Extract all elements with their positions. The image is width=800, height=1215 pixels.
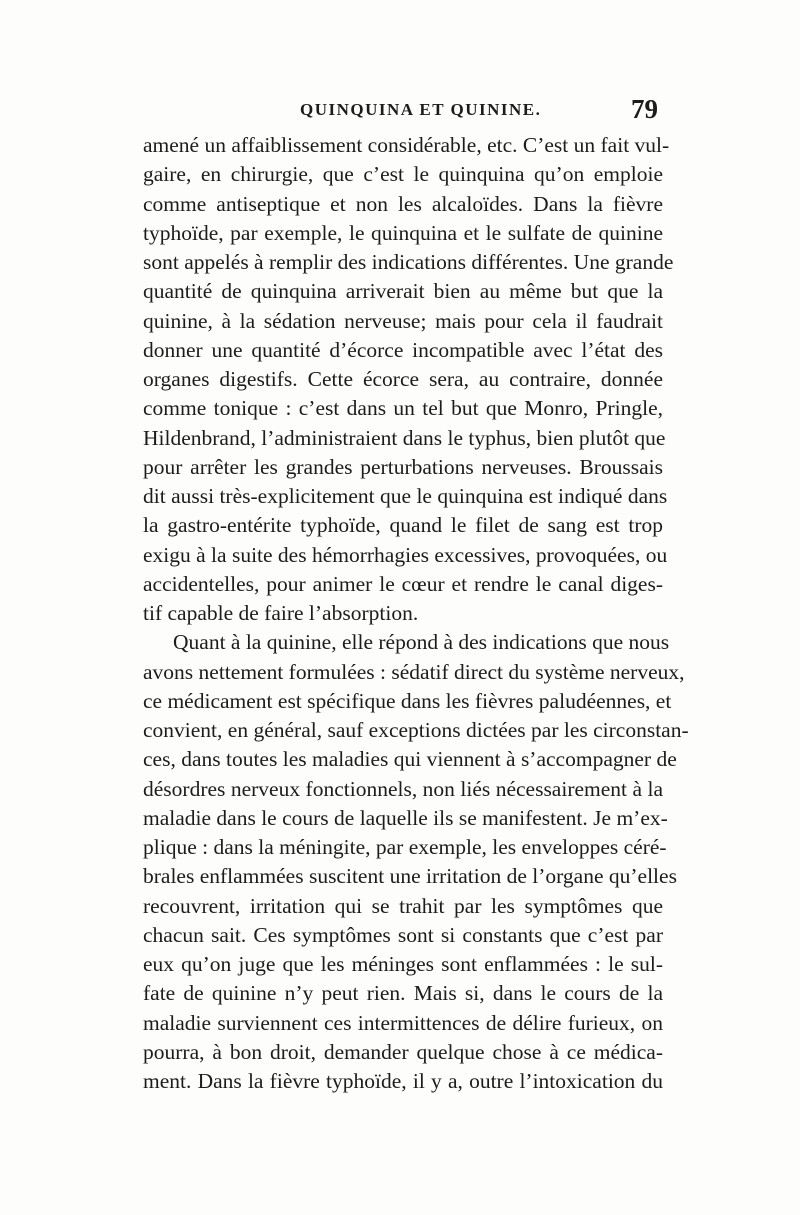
text-line: eux qu’on juge que les méninges sont enflammées : le sul- bbox=[143, 952, 663, 976]
body-text bbox=[143, 131, 689, 1093]
text-line: la gastro-entérite typhoïde, quand le filet de sang est trop bbox=[143, 513, 663, 538]
text-line: comme tonique : c’est dans un tel but que Monro, Pringle, bbox=[143, 396, 663, 421]
text-line: comme antiseptique et non les alcaloïdes. Dans la fièvre bbox=[143, 191, 663, 216]
text-line: ces, dans toutes les maladies qui viennent à s’accompagner de bbox=[143, 747, 677, 772]
text-line: brales enflammées suscitent une irritation de l’organe qu’elles bbox=[143, 864, 677, 889]
running-title: QUINQUINA ET QUININE. bbox=[300, 100, 542, 119]
text-line: amené un affaiblissement considérable, etc. C’est un fait vul- bbox=[143, 133, 670, 157]
text-line: maladie dans le cours de laquelle ils se manifestent. Je m’ex- bbox=[143, 805, 668, 830]
text-line: ment. Dans la fièvre typhoïde, il y a, outre l’intoxication du bbox=[143, 1069, 663, 1093]
text-line: typhoïde, par exemple, le quinquina et le sulfate de quinine bbox=[143, 220, 663, 245]
text-line: quantité de quinquina arriverait bien au même but que la bbox=[143, 279, 663, 304]
text-line: quinine, à la sédation nerveuse; mais pour cela il faudrait bbox=[143, 308, 663, 333]
text-line: chacun sait. Ces symptômes sont si constants que c’est par bbox=[143, 922, 663, 947]
page-number: 79 bbox=[631, 94, 658, 124]
text-line: Hildenbrand, l’administraient dans le typhus, bien plutôt que bbox=[143, 425, 666, 450]
text-line: fate de quinine n’y peut rien. Mais si, dans le cours de la bbox=[143, 981, 663, 1006]
text-line: dit aussi très-explicitement que le quinquina est indiqué dans bbox=[143, 484, 668, 508]
text-line: pourra, à bon droit, demander quelque chose à ce médica- bbox=[143, 1039, 663, 1064]
text-line: sont appelés à remplir des indications différentes. Une grande bbox=[143, 250, 674, 274]
text-line: donner une quantité d’écorce incompatible avec l’état des bbox=[143, 337, 663, 362]
paragraph-start-line: Quant à la quinine, elle répond à des indications que nous bbox=[173, 630, 670, 655]
text-line: maladie surviennent ces intermittences de délire furieux, on bbox=[143, 1010, 663, 1035]
text-line: plique : dans la méningite, par exemple, les enveloppes céré- bbox=[143, 835, 667, 859]
text-line: pour arrêter les grandes perturbations nerveuses. Broussais bbox=[143, 454, 663, 479]
text-line: recouvrent, irritation qui se trahit par les symptômes que bbox=[143, 893, 663, 918]
text-line: convient, en général, sauf exceptions dictées par les circonstan- bbox=[143, 718, 689, 742]
paragraph-end-line: tif capable de faire l’absorption. bbox=[143, 601, 419, 625]
text-line: organes digestifs. Cette écorce sera, au contraire, donnée bbox=[143, 367, 663, 391]
text-line: désordres nerveux fonctionnels, non liés nécessairement à la bbox=[143, 776, 663, 801]
text-line: avons nettement formulées : sédatif direct du système nerveux, bbox=[143, 659, 685, 684]
text-line: accidentelles, pour animer le cœur et rendre le canal diges- bbox=[143, 571, 663, 596]
text-line: gaire, en chirurgie, que c’est le quinquina qu’on emploie bbox=[143, 162, 663, 187]
text-line: ce médicament est spécifique dans les fièvres paludéennes, et bbox=[143, 688, 672, 713]
running-head bbox=[140, 96, 658, 126]
text-line: exigu à la suite des hémorrhagies excessives, provoquées, ou bbox=[143, 542, 668, 567]
